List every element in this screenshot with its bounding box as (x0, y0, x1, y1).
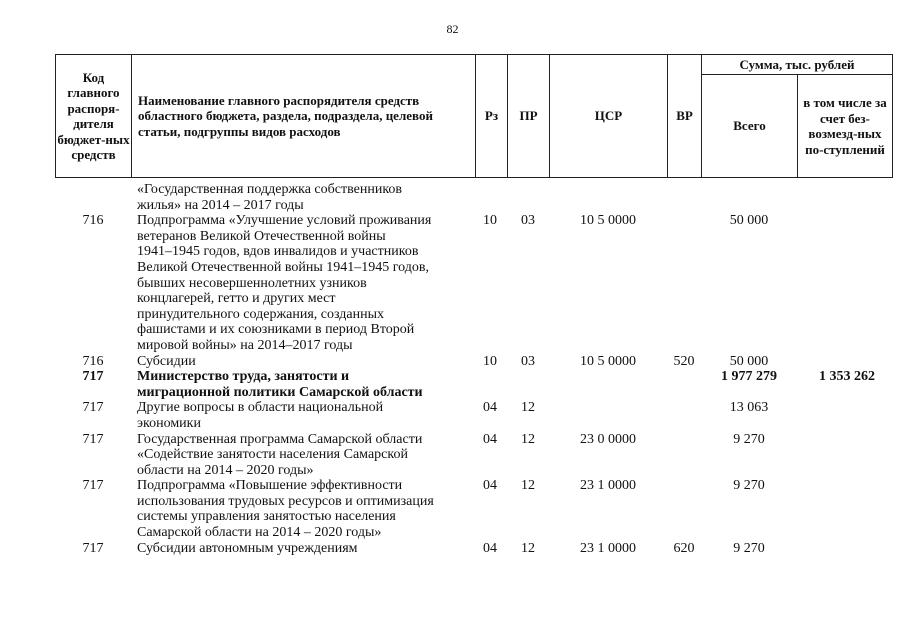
header-summa: Сумма, тыс. рублей (702, 55, 892, 75)
table-row (55, 432, 893, 479)
cell-total: 13 063 (729, 400, 769, 416)
cell-kod: 717 (82, 431, 104, 447)
table-row (55, 369, 893, 400)
table-row (55, 400, 893, 431)
cell-name: Другие вопросы в области национальной экономики (137, 400, 384, 431)
header-kod: Код главного распоря-дителя бюджет-ных средств (56, 55, 132, 177)
header-vr: ВР (668, 55, 702, 177)
cell-csr: 23 1 0000 (580, 478, 636, 494)
header-total: Всего (702, 75, 798, 177)
table-row (55, 182, 893, 213)
page-number: 82 (446, 22, 459, 36)
cell-rz: 10 (483, 213, 497, 229)
cell-total: 9 270 (733, 478, 765, 494)
cell-pr: 03 (521, 353, 535, 369)
cell-name: «Государственная поддержка собственников жилья» на 2014 – 2017 годы (137, 182, 403, 213)
cell-incl: 1 353 262 (819, 369, 875, 385)
cell-rz: 10 (483, 353, 497, 369)
cell-vr: 620 (673, 540, 695, 556)
cell-kod: 717 (82, 369, 104, 385)
cell-pr: 03 (521, 213, 535, 229)
cell-kod: 716 (82, 213, 104, 229)
cell-total: 9 270 (733, 540, 765, 556)
cell-name: Субсидии автономным учреждениям (137, 540, 358, 556)
cell-pr: 12 (521, 400, 535, 416)
cell-kod: 717 (82, 400, 104, 416)
header-incl: в том числе за счет без-возмезд-ных по-ступлений (803, 95, 887, 157)
cell-total: 50 000 (729, 213, 769, 229)
header-pr: ПР (508, 55, 550, 177)
cell-name: Подпрограмма «Повышение эффективности использования трудовых ресурсов и оптимизация системы управления занятостью населения Самарской области на 2014 – 2020 годы» (137, 478, 434, 541)
cell-name: Государственная программа Самарской области «Содействие занятости населения Самарской области на 2014 – 2020 годы» (137, 431, 423, 478)
cell-kod: 717 (82, 540, 104, 556)
cell-csr: 10 5 0000 (580, 353, 636, 369)
cell-rz: 04 (483, 540, 497, 556)
header-rz: Рз (476, 55, 508, 177)
table-body (55, 182, 893, 556)
table-row (55, 354, 893, 370)
cell-csr: 10 5 0000 (580, 213, 636, 229)
table-header (55, 54, 893, 178)
table-row (55, 541, 893, 557)
cell-kod: 716 (82, 353, 104, 369)
cell-pr: 12 (521, 540, 535, 556)
cell-total: 9 270 (733, 431, 765, 447)
cell-rz: 04 (483, 400, 497, 416)
cell-csr: 23 0 0000 (580, 431, 636, 447)
cell-rz: 04 (483, 478, 497, 494)
table-row (55, 213, 893, 353)
table-row (55, 478, 893, 540)
cell-total: 50 000 (729, 353, 769, 369)
header-name: Наименование главного распорядителя средств областного бюджета, раздела, подраздела, целевой статьи, подгруппы видов расходов (132, 55, 476, 177)
cell-name: Субсидии (137, 353, 196, 369)
cell-name: Подпрограмма «Улучшение условий проживания ветеранов Великой Отечественной войны 1941–1945 годов, вдов инвалидов и участников Великой Отечественной войны 1941–1945 годов, бывших несовершеннолетних узников концлагерей, гетто и других мест принудительного содержания, созданных фашистами и их союзниками в период Второй мировой войны» на 2014–2017 годы (137, 213, 432, 353)
cell-name: Министерство труда, занятости и миграционной политики Самарской области (137, 369, 423, 400)
cell-vr: 520 (673, 353, 695, 369)
cell-pr: 12 (521, 478, 535, 494)
cell-rz: 04 (483, 431, 497, 447)
header-csr: ЦСР (550, 55, 668, 177)
cell-csr: 23 1 0000 (580, 540, 636, 556)
cell-pr: 12 (521, 431, 535, 447)
cell-kod: 717 (82, 478, 104, 494)
cell-total: 1 977 279 (721, 369, 777, 385)
